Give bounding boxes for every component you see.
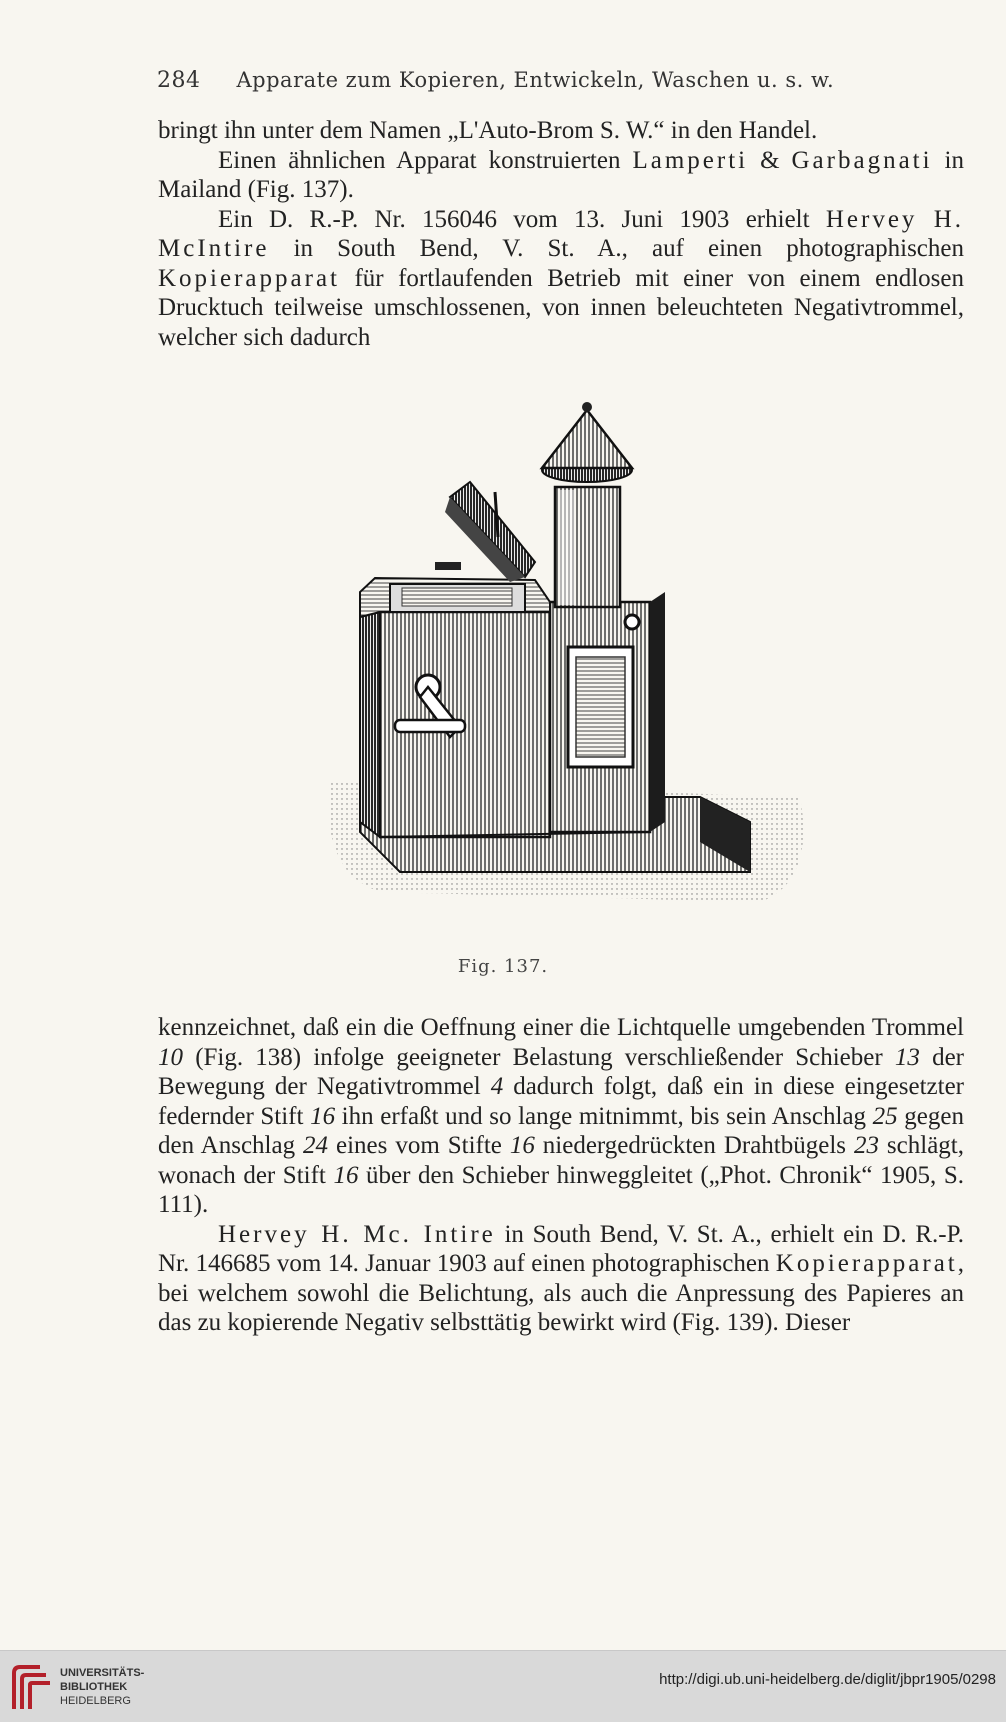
text-run: dadurch folgt, daß ein in diese eingesetzter federnder Stift: [158, 1073, 964, 1130]
source-url-link[interactable]: http://digi.ub.uni-heidelberg.de/diglit/jbpr1905/0298: [659, 1671, 996, 1688]
person-name: H. McIntire: [158, 205, 965, 262]
person-name: Lamperti: [632, 146, 749, 174]
text-block-bottom: [158, 1013, 964, 1338]
running-title: Apparate zum Kopieren, Entwickeln, Waschen u. s. w.: [236, 68, 835, 92]
text-run: über den Schieber hinweggleitet („Phot. Chronik“ 1905, S. 111).: [158, 1161, 964, 1218]
text-run: in South Bend, V. St. A., auf einen photographischen: [269, 235, 964, 262]
library-name-line: BIBLIOTHEK: [60, 1681, 128, 1693]
text-block-top: [158, 116, 964, 352]
library-footer: [0, 1650, 1006, 1722]
keyword: Kopierapparat: [775, 1250, 958, 1277]
text-run: (Fig. 138) infolge geeigneter Belastung verschließender Schieber: [183, 1043, 895, 1071]
library-name-line: UNIVERSITÄTS-: [60, 1667, 145, 1679]
text-run: ihn erfaßt und so lange mitnimmt, bis sein Anschlag: [335, 1102, 873, 1130]
paragraph: [158, 146, 964, 205]
figure-caption: Fig. 137.: [457, 956, 549, 977]
reference-number: 16: [509, 1132, 535, 1159]
reference-number: 4: [490, 1073, 504, 1100]
keyword: Kopierapparat: [158, 264, 340, 292]
text-run: kennzeichnet, daß ein die Oeffnung einer die Lichtquelle umgebenden Trommel: [158, 1014, 964, 1041]
paragraph: [158, 205, 964, 353]
text-run: in South Bend, V. St. A., erhielt ein D. R.-P. Nr. 146685 vom 14. Januar 1903 auf einen photographischen: [158, 1220, 964, 1277]
person-name: Hervey H. Mc. Intire: [218, 1220, 496, 1248]
paragraph: bringt ihn unter dem Namen „L'Auto-Brom S. W.“ in den Handel.: [158, 117, 818, 144]
paragraph: [158, 1013, 964, 1220]
text-run: der Bewegung der Negativtrommel: [158, 1043, 965, 1100]
text-run: , bei welchem sowohl die Belichtung, als auch die Anpressung des Papieres an das zu kopierende Negativ selbsttätig bewirkt wird (Fig. 139). Dieser: [158, 1250, 964, 1336]
reference-number: 24: [303, 1132, 329, 1159]
running-header: [157, 68, 937, 93]
text-run: Ein D. R.-P. Nr. 156046 vom 13. Juni 1903 erhielt: [218, 205, 826, 233]
library-name: [60, 1666, 144, 1708]
person-name: Hervey: [825, 205, 918, 233]
text-run: schlägt, wonach der Stift: [158, 1132, 964, 1189]
reference-number: 16: [310, 1102, 336, 1130]
text-run: niedergedrückten Drahtbügels: [534, 1132, 854, 1159]
reference-number: 25: [872, 1102, 898, 1130]
text-run: für fortlaufenden Betrieb mit einer von einem endlosen Drucktuch teilweise umschlossenen, von innen beleuchteten Negativtrommel, welcher sich dadurch: [158, 264, 964, 351]
person-name: Garbagnati: [791, 146, 933, 174]
reference-number: 23: [853, 1132, 879, 1159]
reference-number: 16: [333, 1161, 359, 1189]
paragraph: [158, 1220, 964, 1338]
text-run: eines vom Stifte: [328, 1132, 510, 1159]
text-run: gegen den Anschlag: [158, 1102, 964, 1159]
page-number: 284: [157, 68, 201, 93]
text-run: [917, 206, 933, 233]
text-run: &: [748, 146, 792, 174]
library-name-line: HEIDELBERG: [60, 1695, 131, 1707]
reference-number: 10: [158, 1043, 183, 1071]
copying-apparatus-illustration: [320, 402, 810, 952]
library-logo-icon: [10, 1663, 54, 1711]
text-run: Einen ähnlichen Apparat konstruierten: [218, 146, 633, 174]
reference-number: 13: [894, 1043, 920, 1071]
text-run: in Mailand (Fig. 137).: [158, 146, 964, 203]
